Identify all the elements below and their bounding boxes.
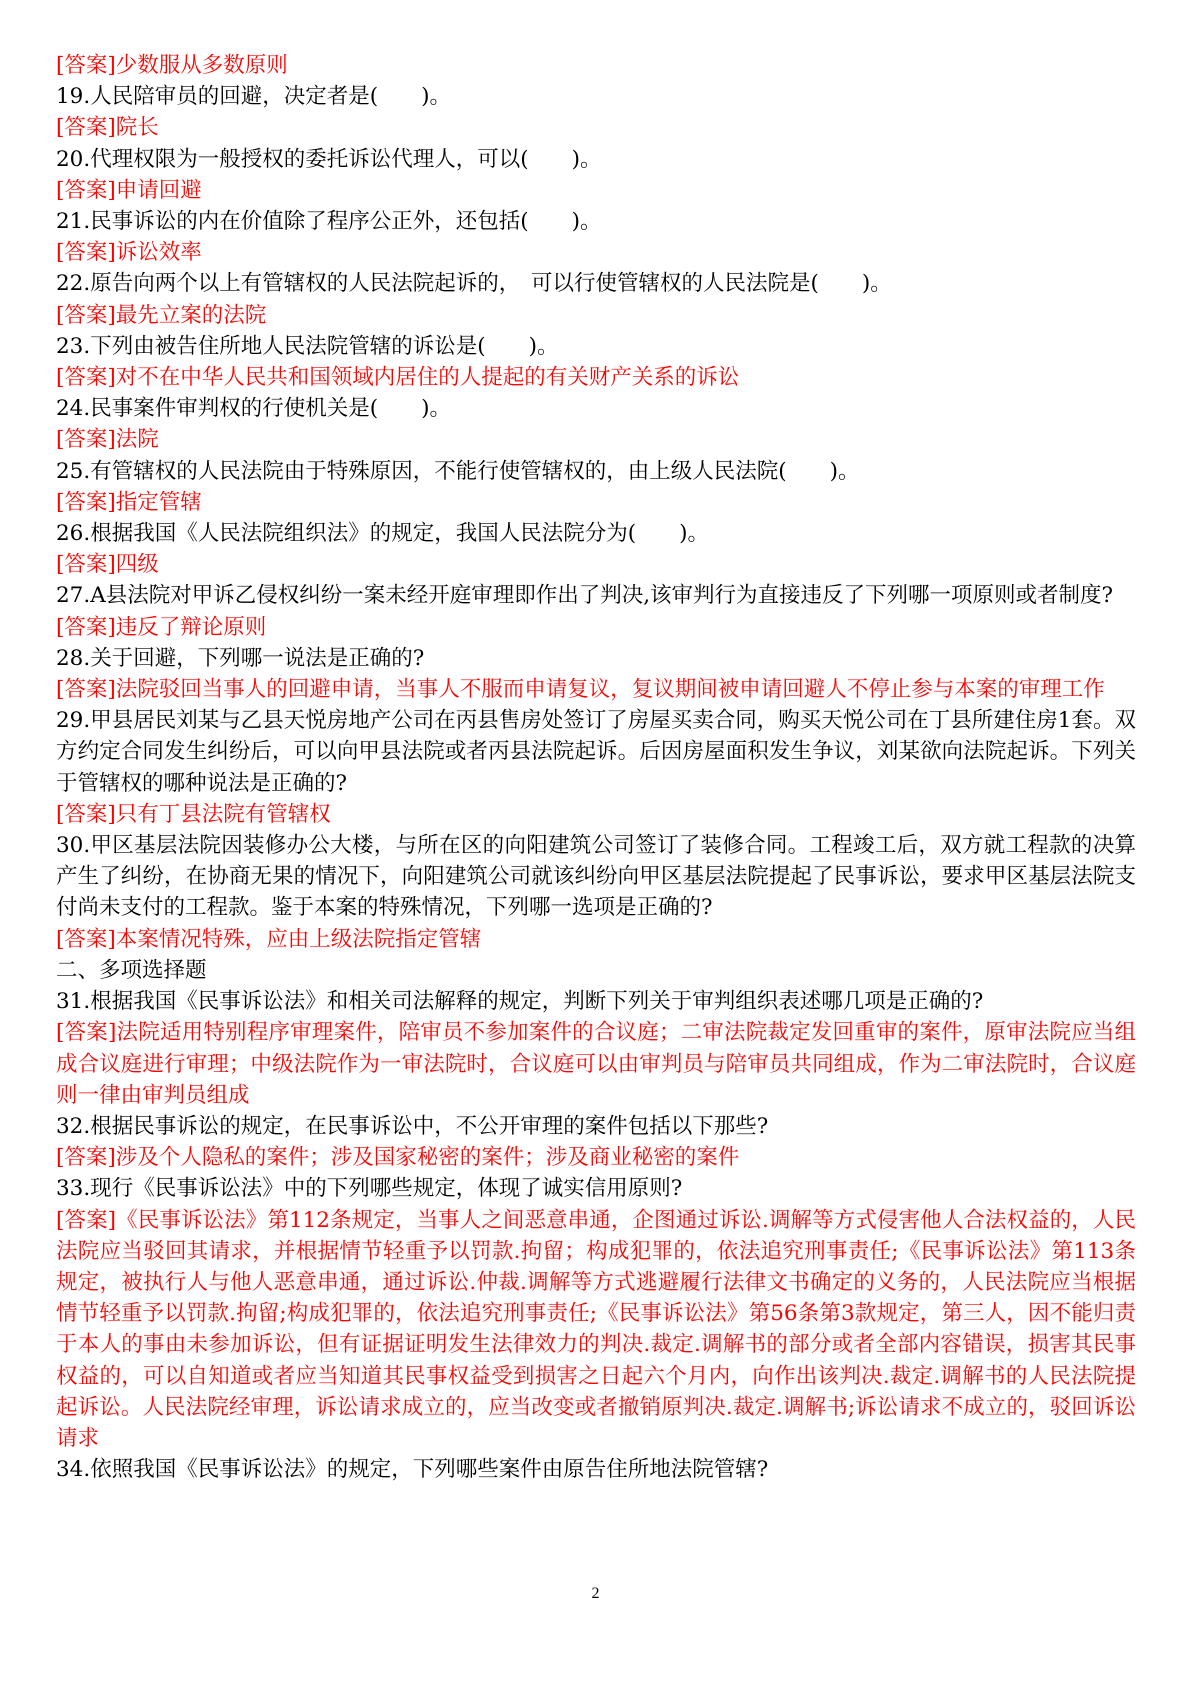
answer-line: [答案]指定管辖 [56, 489, 202, 515]
section-heading: 二、多项选择题 [56, 957, 207, 983]
question-line: 25.有管辖权的人民法院由于特殊原因，不能行使管辖权的，由上级人民法院( )。 [56, 458, 860, 484]
question-line: 23.下列由被告住所地人民法院管辖的诉讼是( )。 [56, 333, 559, 359]
answer-line: [答案]四级 [56, 552, 159, 578]
answer-line: [答案]最先立案的法院 [56, 302, 267, 328]
answer-line: [答案]涉及个人隐私的案件；涉及国家秘密的案件；涉及商业秘密的案件 [56, 1145, 740, 1171]
question-line: 30.甲区基层法院因装修办公大楼，与所在区的向阳建筑公司签订了装修合同。工程竣工后，双方就工程款的决算产生了纠纷，在协商无果的情况下，向阳建筑公司就该纠纷向甲区基层法院提起了民事诉讼，要求甲区基层法院支付尚未支付的工程款。鉴于本案的特殊情况，下列哪一选项是正确的? [56, 833, 1136, 921]
question-line: 34.依照我国《民事诉讼法》的规定，下列哪些案件由原告住所地法院管辖? [56, 1457, 769, 1483]
question-line: 19.人民陪审员的回避，决定者是( )。 [56, 84, 451, 110]
question-line: 31.根据我国《民事诉讼法》和相关司法解释的规定，判断下列关于审判组织表述哪几项是正确的? [56, 989, 984, 1015]
question-line: 29.甲县居民刘某与乙县天悦房地产公司在丙县售房处签订了房屋买卖合同，购买天悦公司在丁县所建住房1套。双方约定合同发生纠纷后，可以向甲县法院或者丙县法院起诉。后因房屋面积发生争议，刘某欲向法院起诉。下列关于管辖权的哪种说法是正确的? [56, 708, 1136, 796]
question-line: 26.根据我国《人民法院组织法》的规定，我国人民法院分为( )。 [56, 521, 709, 547]
question-line: 21.民事诉讼的内在价值除了程序公正外，还包括( )。 [56, 209, 602, 235]
question-line: 24.民事案件审判权的行使机关是( )。 [56, 396, 451, 422]
document-body [56, 50, 1136, 1485]
question-line: 22.原告向两个以上有管辖权的人民法院起诉的， 可以行使管辖权的人民法院是( )。 [56, 271, 892, 297]
answer-line: [答案]院长 [56, 115, 159, 141]
question-line: 32.根据民事诉讼的规定，在民事诉讼中，不公开审理的案件包括以下那些? [56, 1113, 769, 1139]
question-line: 20.代理权限为一般授权的委托诉讼代理人，可以( )。 [56, 146, 602, 172]
page-number: 2 [591, 1585, 600, 1602]
question-line: 33.现行《民事诉讼法》中的下列哪些规定，体现了诚实信用原则? [56, 1176, 683, 1202]
answer-line: [答案]法院驳回当事人的回避申请，当事人不服而申请复议，复议期间被申请回避人不停止参与本案的审理工作 [56, 677, 1105, 703]
answer-line: [答案]法院适用特别程序审理案件，陪审员不参加案件的合议庭；二审法院裁定发回重审的案件，原审法院应当组成合议庭进行审理；中级法院作为一审法院时，合议庭可以由审判员与陪审员共同组成，作为二审法院时，合议庭则一律由审判员组成 [56, 1020, 1136, 1108]
answer-line: [答案]法院 [56, 427, 159, 453]
answer-line: [答案]本案情况特殊，应由上级法院指定管辖 [56, 926, 482, 952]
answer-line: [答案]违反了辩论原则 [56, 614, 267, 640]
question-line: 27.A县法院对甲诉乙侵权纠纷一案未经开庭审理即作出了判决,该审判行为直接违反了下列哪一项原则或者制度? [56, 583, 1114, 609]
question-line: 28.关于回避，下列哪一说法是正确的? [56, 645, 425, 671]
answer-line: [答案]诉讼效率 [56, 240, 202, 266]
answer-line: [答案]申请回避 [56, 177, 202, 203]
answer-line: [答案]只有丁县法院有管辖权 [56, 801, 331, 827]
answer-line: [答案]《民事诉讼法》第112条规定，当事人之间恶意串通，企图通过诉讼.调解等方式侵害他人合法权益的，人民法院应当驳回其请求，并根据情节轻重予以罚款.拘留；构成犯罪的，依法追究刑事责任;《民事诉讼法》第113条规定，被执行人与他人恶意串通，通过诉讼.仲裁.调解等方式逃避履行法律文书确定的义务的，人民法院应当根据情节轻重予以罚款.拘留;构成犯罪的，依法追究刑事责任;《民事诉讼法》第56条第3款规定，第三人，因不能归责于本人的事由未参加诉讼，但有证据证明发生法律效力的判决.裁定.调解书的部分或者全部内容错误，损害其民事权益的，可以自知道或者应当知道其民事权益受到损害之日起六个月内，向作出该判决.裁定.调解书的人民法院提起诉讼。人民法院经审理，诉讼请求成立的，应当改变或者撤销原判决.裁定.调解书;诉讼请求不成立的，驳回诉讼请求 [56, 1207, 1136, 1451]
answer-line: [答案]对不在中华人民共和国领域内居住的人提起的有关财产关系的诉讼 [56, 365, 740, 391]
answer-line: [答案]少数服从多数原则 [56, 53, 288, 78]
